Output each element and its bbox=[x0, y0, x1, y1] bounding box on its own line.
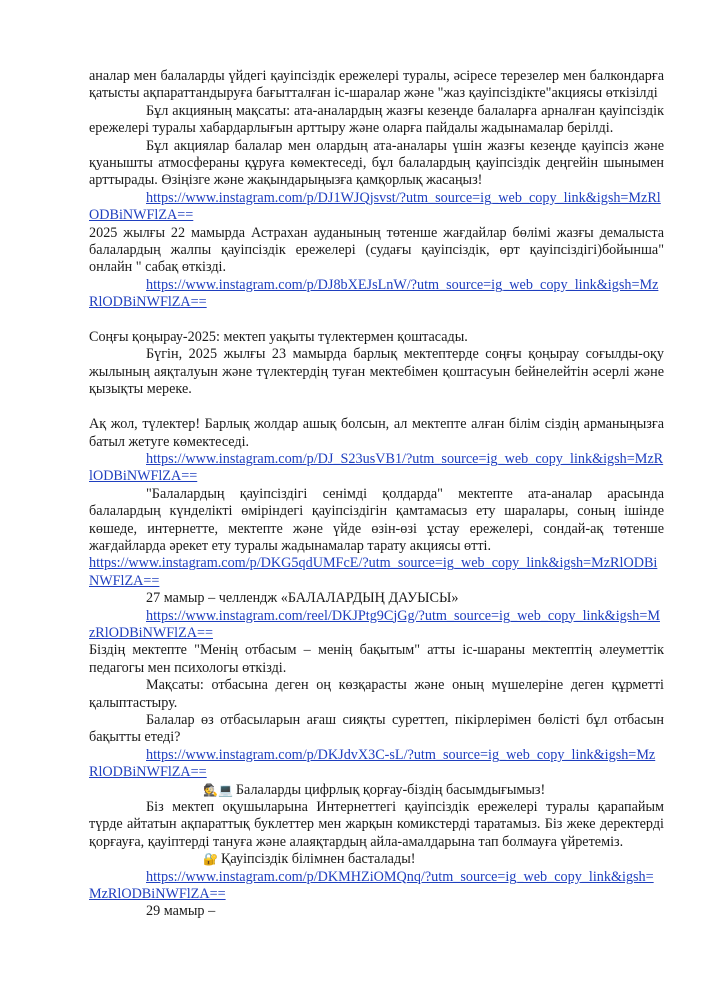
blank-line bbox=[89, 312, 664, 329]
paragraph-text: Мақсаты: отбасына деген оң көзқарасты және оның мүшелеріне деген құрметті қалыптастыру. bbox=[89, 677, 664, 711]
blank-line bbox=[89, 399, 664, 416]
link-paragraph bbox=[89, 747, 664, 782]
paragraph-text: 29 мамыр – bbox=[146, 903, 216, 920]
paragraph-text: Балалар өз отбасыларын ағаш сияқты суреттеп, пікірлерімен бөлісті бұл отбасын бақытты етеді? bbox=[89, 712, 664, 746]
link-paragraph bbox=[89, 190, 664, 225]
paragraph-text: Бұл акцияның мақсаты: ата-аналардың жазғы кезеңде балаларға арналған қауіпсіздік ережелері туралы хабардарлығын арттыру және оларға пайдалы жадынамалар берілді. bbox=[89, 102, 664, 137]
paragraph-text: 27 мамыр – челлендж «БАЛАЛАРДЫҢ ДАУЫСЫ» bbox=[146, 590, 459, 607]
paragraph-text: Ақ жол, түлектер! Барлық жолдар ашық болсын, ал мектепте алған білім сіздің арманыңызға батыл жетуге көмектеседі. bbox=[89, 416, 664, 450]
text-paragraph bbox=[89, 590, 664, 607]
link-paragraph bbox=[89, 608, 664, 643]
link-paragraph bbox=[89, 451, 664, 486]
paragraph-text: 2025 жылғы 22 мамырда Астрахан ауданының төтенше жағдайлар бөлімі жазғы демалыста балалардың жалпы қауіпсіздік ережелері (судағы қауіпсіздік, өрт қауіпсіздігі)бойынша" онлайн " сабақ өткізді. bbox=[89, 224, 664, 276]
paragraph-text: "Балалардың қауіпсіздігі сенімді қолдарда" мектепте ата-аналар арасында балалардың күнделікті өміріндегі қауіпсіздігін қамтамасыз ету шаралары, соның ішінде көшеде, интернетте, мектепте және үйде өзін-өзі ұстау ережелері, сондай-ақ төтенше жағдайларда әрекет ету туралы жадынамалар тарату акциясы өтті. bbox=[89, 485, 664, 554]
text-paragraph bbox=[89, 346, 664, 398]
paragraph-text: Бұл акциялар балалар мен олардың ата-аналары үшін жазғы кезеңде қауіпсіз және қуанышты атмосфераны құруға көмектеседі, бұл балалардың қауіпсіздік деңгейін шынымен арттырады. Өзіңізге және жақындарыңызға қамқорлық жасаңыз! bbox=[89, 137, 664, 189]
link-paragraph bbox=[89, 869, 664, 904]
text-paragraph bbox=[89, 486, 664, 556]
instagram-link[interactable]: https://www.instagram.com/p/DKMHZiOMQnq/?utm_source=ig_web_copy_link&igsh=MzRlODBiNWFlZA== bbox=[89, 868, 654, 903]
text-paragraph bbox=[89, 782, 664, 799]
link-paragraph bbox=[89, 555, 664, 590]
text-paragraph bbox=[89, 677, 664, 712]
document-page bbox=[89, 68, 664, 921]
instagram-link[interactable]: https://www.instagram.com/p/DKJdvX3C-sL/?utm_source=ig_web_copy_link&igsh=MzRlODBiNWFlZA== bbox=[89, 746, 656, 781]
text-paragraph bbox=[89, 138, 664, 190]
emoji-icon: 🔐 bbox=[203, 852, 218, 867]
text-paragraph bbox=[89, 416, 664, 451]
text-paragraph bbox=[89, 799, 664, 851]
text-paragraph bbox=[89, 712, 664, 747]
text-paragraph bbox=[89, 103, 664, 138]
instagram-link[interactable]: https://www.instagram.com/p/DJ_S23usVB1/?utm_source=ig_web_copy_link&igsh=MzRlODBiNWFlZA== bbox=[89, 450, 664, 485]
instagram-link[interactable]: https://www.instagram.com/p/DJ1WJQjsvst/?utm_source=ig_web_copy_link&igsh=MzRlODBiNWFlZA== bbox=[89, 189, 661, 224]
text-paragraph bbox=[89, 329, 664, 346]
text-paragraph bbox=[89, 225, 664, 277]
paragraph-text: Біздің мектепте "Менің отбасым – менің бақытым" атты іс-шараны мектептің әлеуметтік педагогы мен психологы өткізді. bbox=[89, 642, 664, 676]
paragraph-text: Балаларды цифрлық қорғау-біздің басымдығымыз! bbox=[235, 781, 546, 798]
instagram-link[interactable]: https://www.instagram.com/reel/DKJPtg9CjGg/?utm_source=ig_web_copy_link&igsh=MzRlODBiNWFlZA== bbox=[89, 607, 660, 641]
paragraph-text: Біз мектеп оқушыларына Интернеттегі қауіпсіздік ережелері туралы қарапайым түрде айтатын ақпараттық буклеттер мен жарқын комикстерді таратамыз. Біз жеке деректерді қорғауға, қауіптерді тануға және алаяқтардың айла-амалдарына тап болмауға үйретеміз. bbox=[89, 799, 664, 850]
text-paragraph bbox=[89, 851, 664, 868]
instagram-link[interactable]: https://www.instagram.com/p/DJ8bXEJsLnW/?utm_source=ig_web_copy_link&igsh=MzRlODBiNWFlZA== bbox=[89, 276, 659, 311]
paragraph-text: Соңғы қоңырау-2025: мектеп уақыты түлектермен қоштасады. bbox=[89, 329, 468, 346]
text-paragraph bbox=[89, 642, 664, 677]
paragraph-text: Бүгін, 2025 жылғы 23 мамырда барлық мектептерде соңғы қоңырау соғылды-оқу жылының аяқталуын және түлектердің туған мектебімен қоштасуын бейнелейтін әсерлі және қызықты мереке. bbox=[89, 346, 664, 398]
instagram-link[interactable]: https://www.instagram.com/p/DKG5qdUMFcE/?utm_source=ig_web_copy_link&igsh=MzRlODBiNWFlZA== bbox=[89, 555, 658, 589]
text-paragraph bbox=[89, 903, 664, 920]
link-paragraph bbox=[89, 277, 664, 312]
paragraph-text: Қауіпсіздік білімнен басталады! bbox=[220, 851, 416, 868]
emoji-icon: 🕵️💻 bbox=[203, 782, 233, 797]
paragraph-text: аналар мен балаларды үйдегі қауіпсіздік ережелері туралы, әсіресе терезелер мен балкондарға қатысты ақпараттандыруға бағытталған іс-шаралар және "жаз қауіпсіздікте"акциясы өткізілді bbox=[89, 68, 664, 102]
text-paragraph bbox=[89, 68, 664, 103]
